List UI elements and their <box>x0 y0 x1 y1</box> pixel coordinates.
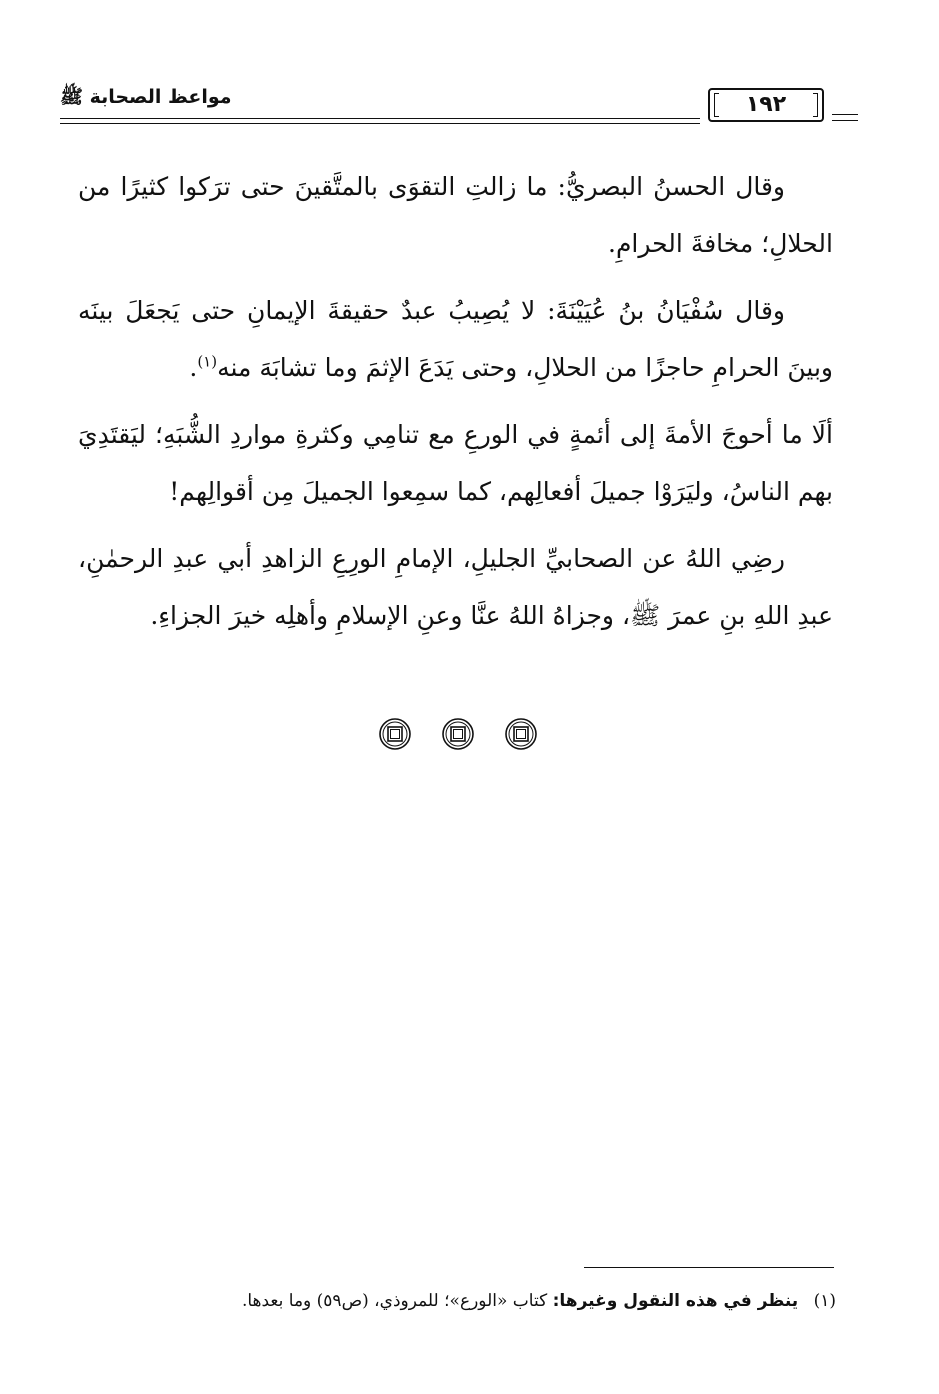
main-text <box>78 158 833 654</box>
page-number-frame <box>708 88 824 122</box>
paragraph: رضِي اللهُ عن الصحابيِّ الجليلِ، الإمامِ الورِعِ الزاهدِ أبي عبدِ الرحمٰنِ، عبدِ اللهِ بنِ عمرَ ﷺ، وجزاهُ اللهُ عنَّا وعنِ الإسلامِ وأهلِه خيرَ الجزاءِ. <box>78 544 833 630</box>
footnote-reference[interactable]: (١) <box>197 352 218 371</box>
running-header <box>60 84 836 134</box>
footnote-number: (١) <box>813 1291 836 1311</box>
paragraph: ألَا ما أحوجَ الأمةَ إلى أئمةٍ في الورعِ مع تنامِي وكثرةِ مواردِ الشُّبَهِ؛ ليَقتَدِيَ بهم الناسُ، وليَرَوْا جميلَ أفعالِهم، كما سمِعوا الجميلَ مِن أقوالِهم! <box>78 420 833 506</box>
header-rule <box>60 118 700 119</box>
ornament-icon <box>504 717 538 751</box>
footnote <box>160 1288 836 1314</box>
paragraph: وقال الحسنُ البصريُّ: ما زالتِ التقوَى بالمتَّقينَ حتى ترَكوا كثيرًا من الحلالِ؛ مخافةَ الحرامِ. <box>78 172 833 258</box>
header-rule <box>832 120 858 121</box>
section-end-ornament <box>378 717 538 753</box>
footnote-lead: ينظر في هذه النقول وغيرها: <box>552 1291 799 1311</box>
ornament-icon <box>378 717 412 751</box>
header-rule <box>60 123 700 124</box>
page-number: ١٩٢ <box>745 92 787 117</box>
header-rule <box>832 114 858 115</box>
paragraph: وقال سُفْيَانُ بنُ عُيَيْنَةَ: لا يُصِيبُ عبدٌ حقيقةَ الإيمانِ حتى يَجعَلَ بينَه وبينَ الحرامِ حاجزًا من الحلالِ، وحتى يَدَعَ الإثمَ وما تشابَهَ منه$^{(١)}$. <box>78 296 833 382</box>
footnote-separator <box>584 1267 834 1268</box>
footnote-text: كتاب «الورع»؛ للمروذي، (ص٥٩) وما بعدها. <box>241 1291 548 1311</box>
ornament-icon <box>441 717 475 751</box>
book-title: مواعظ الصحابة ﷺ <box>60 86 232 108</box>
